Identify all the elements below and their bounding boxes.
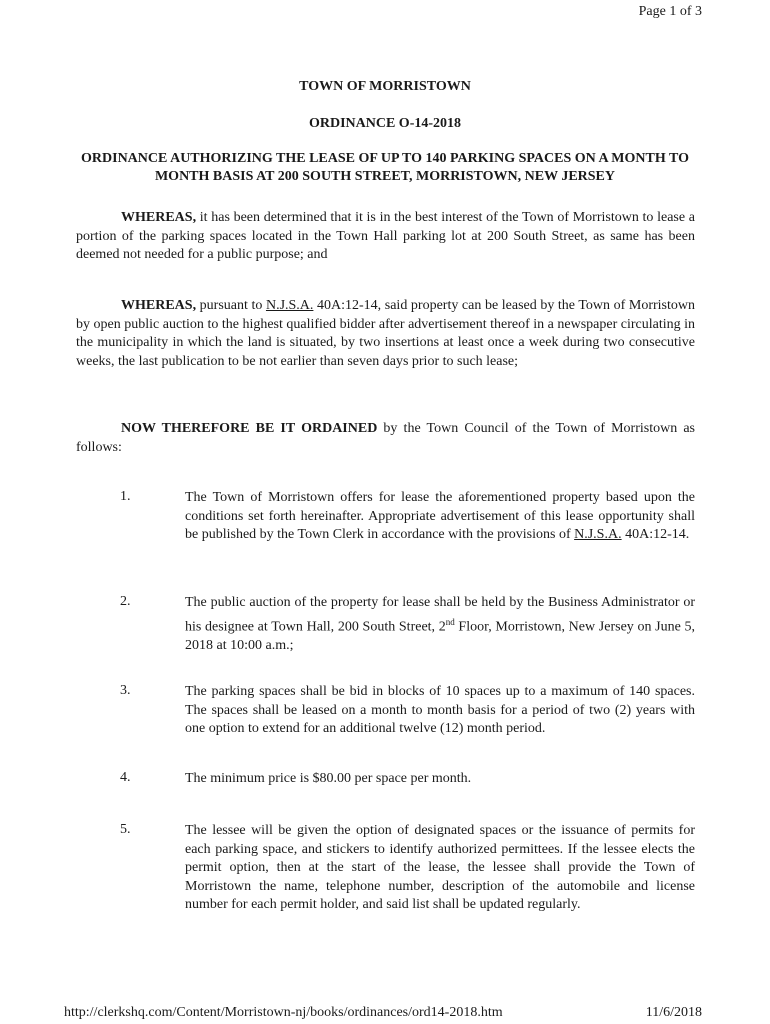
- item-text-1: [185, 489, 695, 545]
- town-heading: TOWN OF MORRISTOWN: [299, 79, 471, 94]
- statute-reference: N.J.S.A.: [574, 527, 622, 542]
- item-number-4: 4.: [120, 770, 131, 785]
- item-number-1: 1.: [120, 489, 131, 504]
- footer-date: 11/6/2018: [645, 1005, 702, 1020]
- page-number: Page 1 of 3: [638, 4, 702, 19]
- item-text-4: The minimum price is $80.00 per space per month.: [185, 771, 472, 786]
- ordained-text: by the Town Council of the Town of Morristown as follows:: [76, 421, 695, 455]
- ordinal-suffix: nd: [445, 616, 455, 627]
- item-text-before: The Town of Morristown offers for lease the aforementioned property based upon the conditions set forth hereinafter. Appropriate advertisement of this lease opportunity shall be published by the Town Clerk in accordance with the provisions of: [185, 490, 695, 542]
- item-text-3: The parking spaces shall be bid in blocks of 10 spaces up to a maximum of 140 spaces. The spaces shall be leased on a month to month basis for a period of two (2) years with one option to extend for an additional twelve (12) month period.: [185, 684, 695, 736]
- ordained-lead: NOW THEREFORE BE IT ORDAINED: [121, 421, 378, 436]
- whereas-paragraph-2: [76, 297, 695, 371]
- item-number-5: 5.: [120, 822, 131, 837]
- item-text-after: Floor, Morristown, New Jersey on June 5, 2018 at 10:00 a.m.;: [185, 619, 695, 653]
- item-text-after: 40A:12-14.: [621, 527, 690, 542]
- item-number-3: 3.: [120, 683, 131, 698]
- whereas-text-before: pursuant to: [196, 298, 266, 313]
- item-number-2: 2.: [120, 594, 131, 609]
- footer-url: http://clerkshq.com/Content/Morristown-nj/books/ordinances/ord14-2018.htm: [64, 1005, 503, 1020]
- whereas-paragraph-1: [76, 209, 695, 265]
- whereas-lead: WHEREAS,: [121, 210, 197, 225]
- whereas-lead: WHEREAS,: [121, 298, 197, 313]
- whereas-text: it has been determined that it is in the best interest of the Town of Morristown to lease a portion of the parking spaces located in the Town Hall parking lot at 200 South Street, as same has been deemed not needed for a public purpose; and: [76, 210, 695, 262]
- statute-reference: N.J.S.A.: [265, 298, 314, 313]
- whereas-text-after: 40A:12-14, said property can be leased by the Town of Morristown by open public auction to the highest qualified bidder after advertisement thereof in a newspaper circulating in the municipality in which the land is situated, by two insertions at least once a week during two consecutive weeks, the last publication to be not earlier than seven days prior to such lease;: [76, 298, 695, 369]
- item-text-5: The lessee will be given the option of designated spaces or the issuance of permits for each parking space, and stickers to identify authorized permittees. If the lessee elects the permit option, then at the start of the lease, the lessee shall provide the Town of Morristown the name, telephone number, description of the automobile and license number for each permit holder, and said list shall be updated regularly.: [185, 823, 695, 912]
- ordinance-title: ORDINANCE AUTHORIZING THE LEASE OF UP TO 140 PARKING SPACES ON A MONTH TO MONTH BASIS AT 200 SOUTH STREET, MORRISTOWN, NEW JERSEY: [81, 151, 689, 184]
- ordinance-number: ORDINANCE O-14-2018: [308, 116, 462, 131]
- item-text-2: [185, 594, 695, 655]
- ordained-paragraph: [76, 420, 695, 457]
- item-text-before: The public auction of the property for lease shall be held by the Business Administrator or his designee at Town Hall, 200 South Street, 2: [185, 595, 695, 635]
